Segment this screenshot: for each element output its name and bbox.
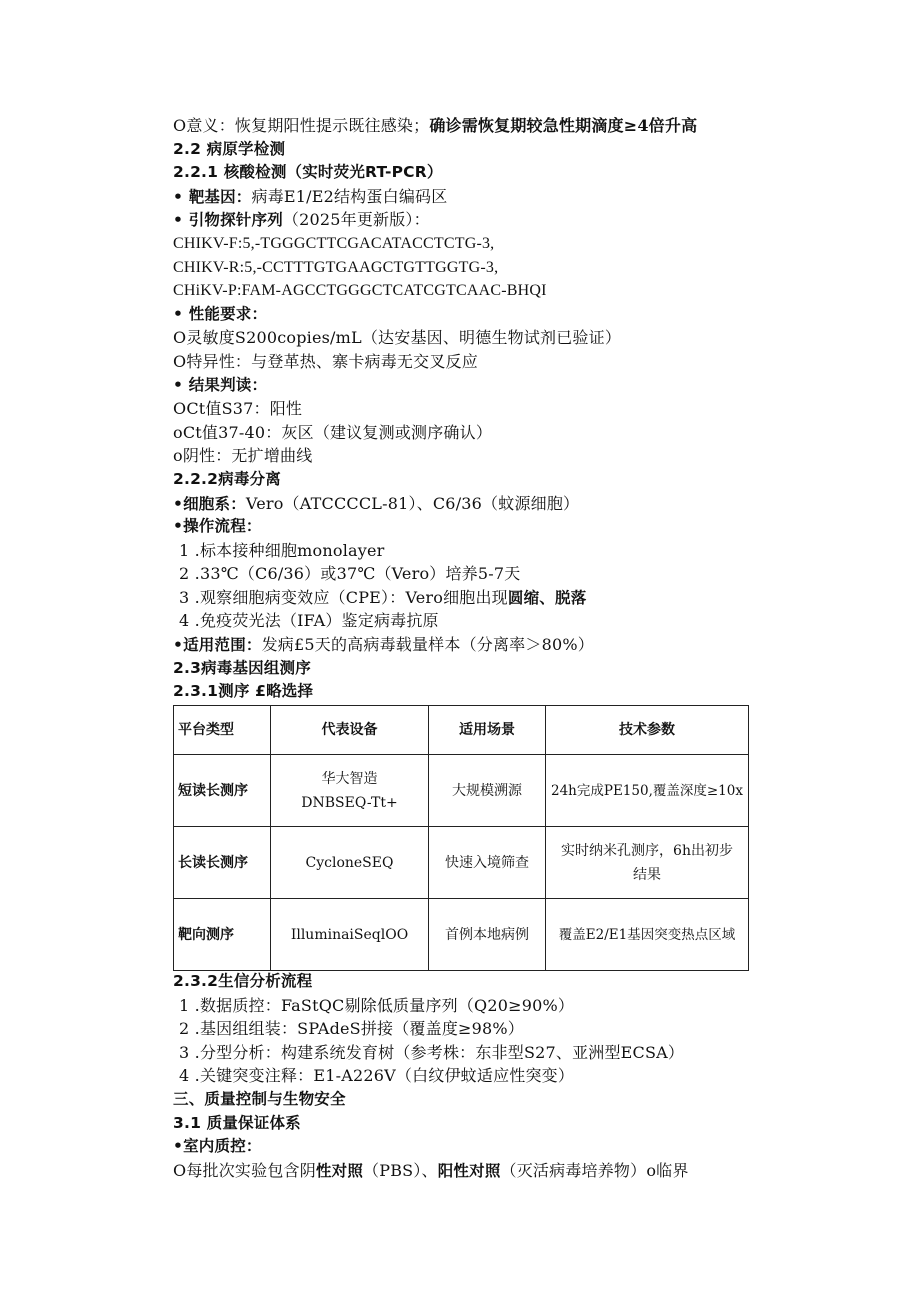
table-header-cell: 适用场景 — [429, 706, 546, 755]
bullet-target-gene — [173, 185, 813, 209]
bullet-internal-qc: •室内质控： — [173, 1137, 262, 1156]
procedure-step-1: 1 .标本接种细胞monolayer — [179, 540, 385, 560]
qc-description-line — [173, 1159, 813, 1183]
section-heading-3: 三、质量控制与生物安全 — [173, 1089, 346, 1108]
bold-fragment: 阳性对照 — [437, 1161, 501, 1180]
table-header-row — [174, 706, 749, 755]
section-heading-2-2-2: 2.2.2病毒分离 — [173, 469, 281, 488]
table-header-cell: 技术参数 — [546, 706, 749, 755]
pipeline-step-2: 2 .基因组组装：SPAdeS拼接（覆盖度≥98%） — [179, 1019, 525, 1039]
section-heading-2-3-1: 2.3.1测序 £略选择 — [173, 682, 314, 701]
bold-fragment: 圆缩、脱落 — [507, 588, 587, 607]
procedure-step-3 — [173, 586, 813, 610]
bullet-scope — [173, 633, 813, 657]
bullet-label: • 引物探针序列 — [173, 211, 283, 230]
table-header-cell: 平台类型 — [174, 706, 271, 755]
primer-reverse: CHIKV-R:5,-CCTTTGTGAAGCTGTTGGTG-3, — [173, 258, 499, 276]
table-row — [174, 755, 749, 827]
text-fragment: （PBS）、 — [363, 1160, 438, 1180]
bullet-primer-probe — [173, 208, 813, 232]
table-cell: IlluminaiSeqlOO — [271, 899, 429, 971]
table-cell: 首例本地病例 — [429, 899, 546, 971]
table-row — [174, 827, 749, 899]
section-top — [173, 114, 813, 704]
bullet-cell-lines — [173, 492, 813, 516]
table-cell: CycloneSEQ — [271, 827, 429, 899]
bullet-performance: • 性能要求： — [173, 304, 268, 323]
table-cell: 短读长测序 — [174, 755, 271, 827]
section-heading-2-3: 2.3病毒基因组测序 — [173, 658, 311, 677]
bullet-text: （2025年更新版）： — [282, 210, 430, 230]
table-cell: 靶向测序 — [174, 899, 271, 971]
table-cell: 24h完成PE150,覆盖深度≥10x — [546, 755, 749, 827]
table-cell: 华大智造 DNBSEQ-Tt+ — [271, 755, 429, 827]
bullet-label: •细胞系： — [173, 494, 246, 513]
section-heading-2-3-2: 2.3.2生信分析流程 — [173, 972, 313, 990]
significance-line — [173, 114, 813, 138]
result-positive: OCt值S37：阳性 — [173, 399, 303, 419]
procedure-step-2: 2 .33℃（C6/36）或37℃（Vero）培养5-7天 — [179, 564, 521, 584]
bullet-text: Vero（ATCCCCL-81）、C6/36（蚊源细胞） — [245, 493, 580, 513]
table-cell: 实时纳米孔测序，6h出初步 结果 — [546, 827, 749, 899]
bullet-text: 病毒E1/E2结构蛋白编码区 — [251, 186, 448, 206]
table-row — [174, 899, 749, 971]
table-header-cell: 代表设备 — [271, 706, 429, 755]
table-cell: 快速入境筛查 — [429, 827, 546, 899]
section-heading-3-1: 3.1 质量保证体系 — [173, 1113, 301, 1132]
bullet-procedure: •操作流程： — [173, 517, 262, 536]
bullet-text: 发病£5天的高病毒载量样本（分离率＞80%） — [261, 635, 594, 655]
sequencing-platform-table — [173, 705, 749, 971]
section-heading-2-2: 2.2 病原学检测 — [173, 139, 286, 158]
result-negative: o阴性：无扩增曲线 — [173, 446, 313, 466]
section-heading-2-2-1: 2.2.1 核酸检测（实时荧光RT-PCR） — [173, 163, 443, 182]
primer-forward: CHIKV-F:5,-TGGGCTTCGACATACCTCTG-3, — [173, 234, 495, 252]
pipeline-step-1: 1 .数据质控：FaStQC剔除低质量序列（Q20≥90%） — [179, 995, 575, 1015]
result-grey-zone: oCt值37-40：灰区（建议复测或测序确认） — [173, 422, 493, 442]
bullet-result-interpretation: • 结果判读： — [173, 375, 268, 394]
bullet-label: •适用范围： — [173, 636, 262, 655]
table-cell: 长读长测序 — [174, 827, 271, 899]
section-bottom — [173, 970, 813, 1182]
text-fragment: 3 .观察细胞病变效应（CPE）：Vero细胞出现 — [179, 587, 508, 607]
bullet-label: • 靶基因： — [173, 187, 252, 206]
table-cell: 覆盖E2/E1基因突变热点区域 — [546, 899, 749, 971]
probe-sequence: CHiKV-P:FAM-AGCCTGGGCTCATCGTCAAC-BHQI — [173, 282, 547, 300]
text-fragment: （灭活病毒培养物）o临界 — [500, 1160, 689, 1180]
table-cell: 大规模溯源 — [429, 755, 546, 827]
procedure-step-4: 4 .免疫荧光法（IFA）鉴定病毒抗原 — [179, 611, 439, 631]
text-fragment: O意义：恢复期阳性提示既往感染； — [173, 116, 430, 135]
text-fragment: O每批次实验包含阴 — [173, 1160, 316, 1180]
bold-fragment: 性对照 — [315, 1161, 364, 1180]
bold-fragment: 确诊需恢复期较急性期滴度≥4倍升高 — [429, 116, 698, 135]
specificity-line: O特异性：与登革热、寨卡病毒无交叉反应 — [173, 351, 478, 371]
sensitivity-line: O灵敏度S200copies/mL（达安基因、明德生物试剂已验证） — [173, 328, 622, 348]
pipeline-step-3: 3 .分型分析：构建系统发育树（参考株：东非型S27、亚洲型ECSA） — [179, 1042, 685, 1062]
pipeline-step-4: 4 .关键突变注释：E1-A226V（白纹伊蚊适应性突变） — [179, 1066, 575, 1086]
